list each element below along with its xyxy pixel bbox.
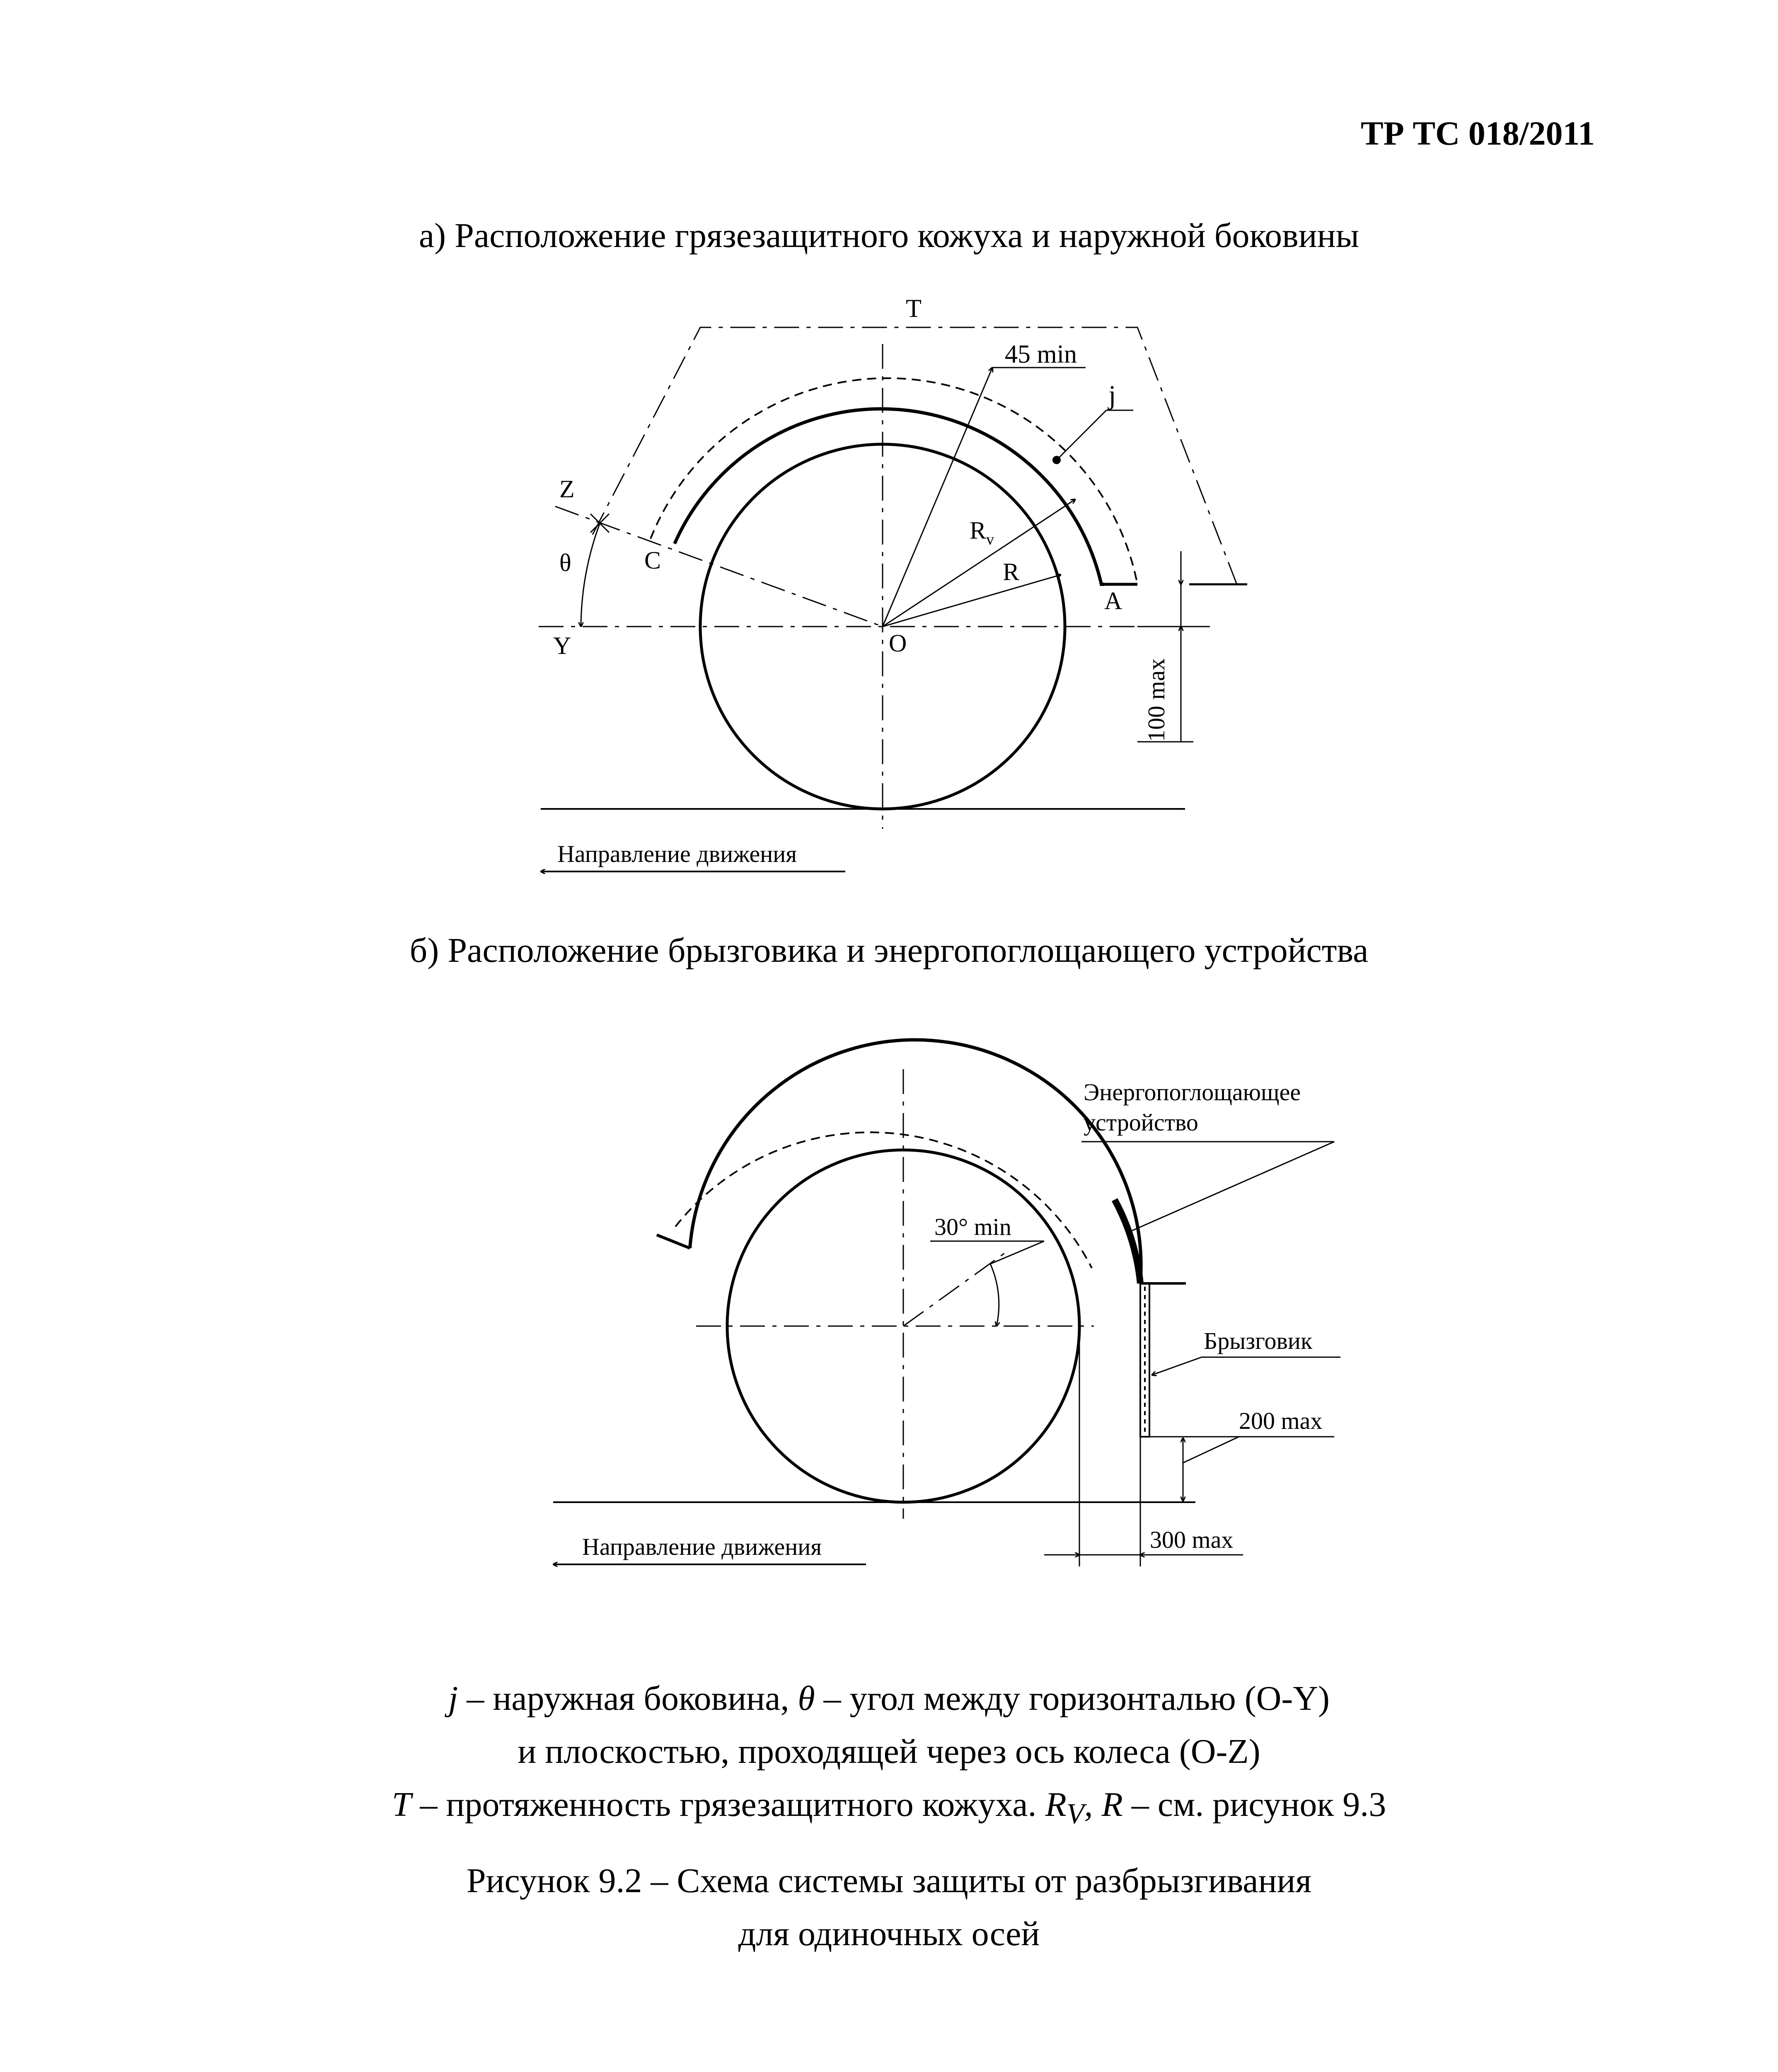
angle-30-arc bbox=[990, 1264, 999, 1326]
mudguard-arc-b bbox=[690, 1040, 1141, 1283]
label-Y: Y bbox=[553, 632, 571, 659]
label-100-max: 100 max bbox=[1143, 658, 1170, 742]
label-j: j bbox=[1108, 380, 1116, 410]
radius-r bbox=[883, 575, 1061, 627]
theta-arc bbox=[581, 523, 600, 627]
energy-leader bbox=[1127, 1142, 1334, 1233]
figure-title-line-1: Рисунок 9.2 – Схема системы защиты от разбрызгивания bbox=[466, 1861, 1312, 1900]
j-leader bbox=[1057, 410, 1106, 460]
label-energy-line1: Энергопоглощающее bbox=[1084, 1079, 1301, 1106]
figure-legend bbox=[0, 1672, 1778, 1841]
mudguard-extent-T bbox=[593, 327, 1237, 584]
label-T: T bbox=[906, 295, 922, 323]
label-30-min: 30° min bbox=[934, 1213, 1011, 1240]
energy-absorbing-device bbox=[1115, 1200, 1140, 1283]
axis-oz bbox=[555, 506, 883, 627]
label-C: C bbox=[644, 547, 661, 574]
label-200-max: 200 max bbox=[1239, 1407, 1323, 1434]
label-45-min: 45 min bbox=[1005, 340, 1077, 368]
legend-line-3: T – протяженность грязезащитного кожуха. $R_V$, R – см. рисунок 9.3 bbox=[392, 1785, 1386, 1830]
legend-line-2: и плоскостью, проходящей через ось колеса (O-Z) bbox=[518, 1732, 1260, 1771]
label-Z: Z bbox=[559, 475, 575, 503]
label-theta: θ bbox=[559, 549, 571, 576]
label-Rv: $R_v$ bbox=[970, 517, 994, 548]
figure-b-caption: б) Расположение брызговика и энергопоглощающего устройства bbox=[409, 931, 1369, 970]
document-code: ТР ТС 018/2011 bbox=[1361, 114, 1595, 152]
figure-title-line-2: для одиночных осей bbox=[738, 1915, 1040, 1953]
figure-a-diagram bbox=[539, 295, 1247, 871]
figure-title bbox=[0, 1854, 1778, 1961]
label-O: O bbox=[889, 629, 907, 657]
mudflap-leader bbox=[1152, 1357, 1202, 1375]
radius-45 bbox=[883, 368, 992, 627]
angle-30-line bbox=[903, 1251, 1007, 1326]
legend-line-1: j – наружная боковина, θ – угол между горизонталью (O-Y) bbox=[448, 1679, 1330, 1718]
figure-a-caption: а) Расположение грязезащитного кожуха и наружной боковины bbox=[418, 216, 1360, 255]
direction-label-a: Направление движения bbox=[557, 840, 797, 867]
label-300-max: 300 max bbox=[1150, 1526, 1234, 1553]
mudguard-arc bbox=[675, 409, 1104, 584]
label-A: A bbox=[1104, 587, 1122, 615]
label-R: R bbox=[1003, 558, 1020, 586]
label-mudflap: Брызговик bbox=[1204, 1327, 1313, 1354]
label-energy-line2: устройство bbox=[1084, 1109, 1198, 1136]
figure-b-diagram bbox=[553, 1040, 1340, 1566]
direction-label-b: Направление движения bbox=[582, 1533, 822, 1560]
